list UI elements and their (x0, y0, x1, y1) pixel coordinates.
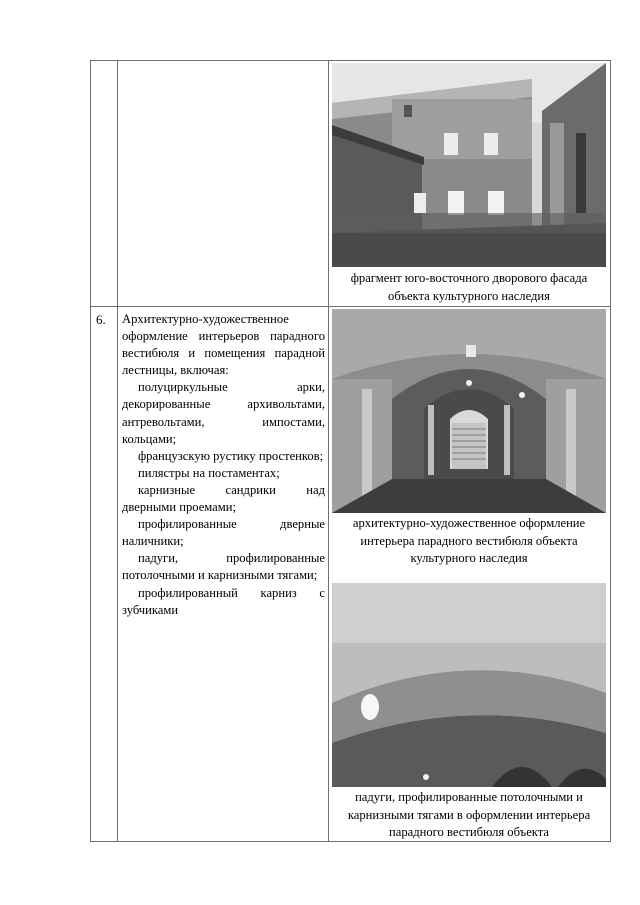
photo-vestibule-interior (332, 309, 606, 513)
row-divider (90, 306, 611, 307)
description-item: полуциркульные арки, декорированные архивольтами, антревольтами, импостами, кольцами; (122, 380, 325, 446)
description-intro: Архитектурно-художественное оформление интерьеров парадного вестибюля и помещения парадной лестницы, включая: (122, 312, 325, 378)
column-divider-number (117, 60, 118, 842)
photo-caption: фрагмент юго-восточного дворового фасада объекта культурного наследия (350, 271, 588, 303)
description-item: французскую рустику простенков; (138, 448, 324, 463)
photo-ceiling-cove (332, 583, 606, 787)
table-top-border (90, 60, 611, 61)
row-description (122, 311, 325, 619)
column-divider-description (328, 60, 329, 842)
photo-caption: архитектурно-художественное оформление интерьера парадного вестибюля объекта культурного наследия (352, 516, 586, 565)
description-item: карнизные сандрики над дверными проемами; (122, 482, 325, 515)
description-item: падуги, профилированные потолочными и карнизными тягами; (122, 551, 325, 583)
description-item: профилированные дверные наличники; (122, 517, 325, 549)
description-item: профилированный карниз с зубчиками (122, 585, 325, 617)
row-number: 6. (96, 312, 106, 327)
table-left-border (90, 60, 91, 842)
description-item: пилястры на постаментах; (138, 465, 280, 480)
photo-caption: падуги, профилированные потолочными и карнизными тягами в оформлении интерьера парадного вестибюля объекта (347, 790, 591, 839)
table-right-border (610, 60, 611, 842)
photo-courtyard-facade (332, 63, 606, 267)
